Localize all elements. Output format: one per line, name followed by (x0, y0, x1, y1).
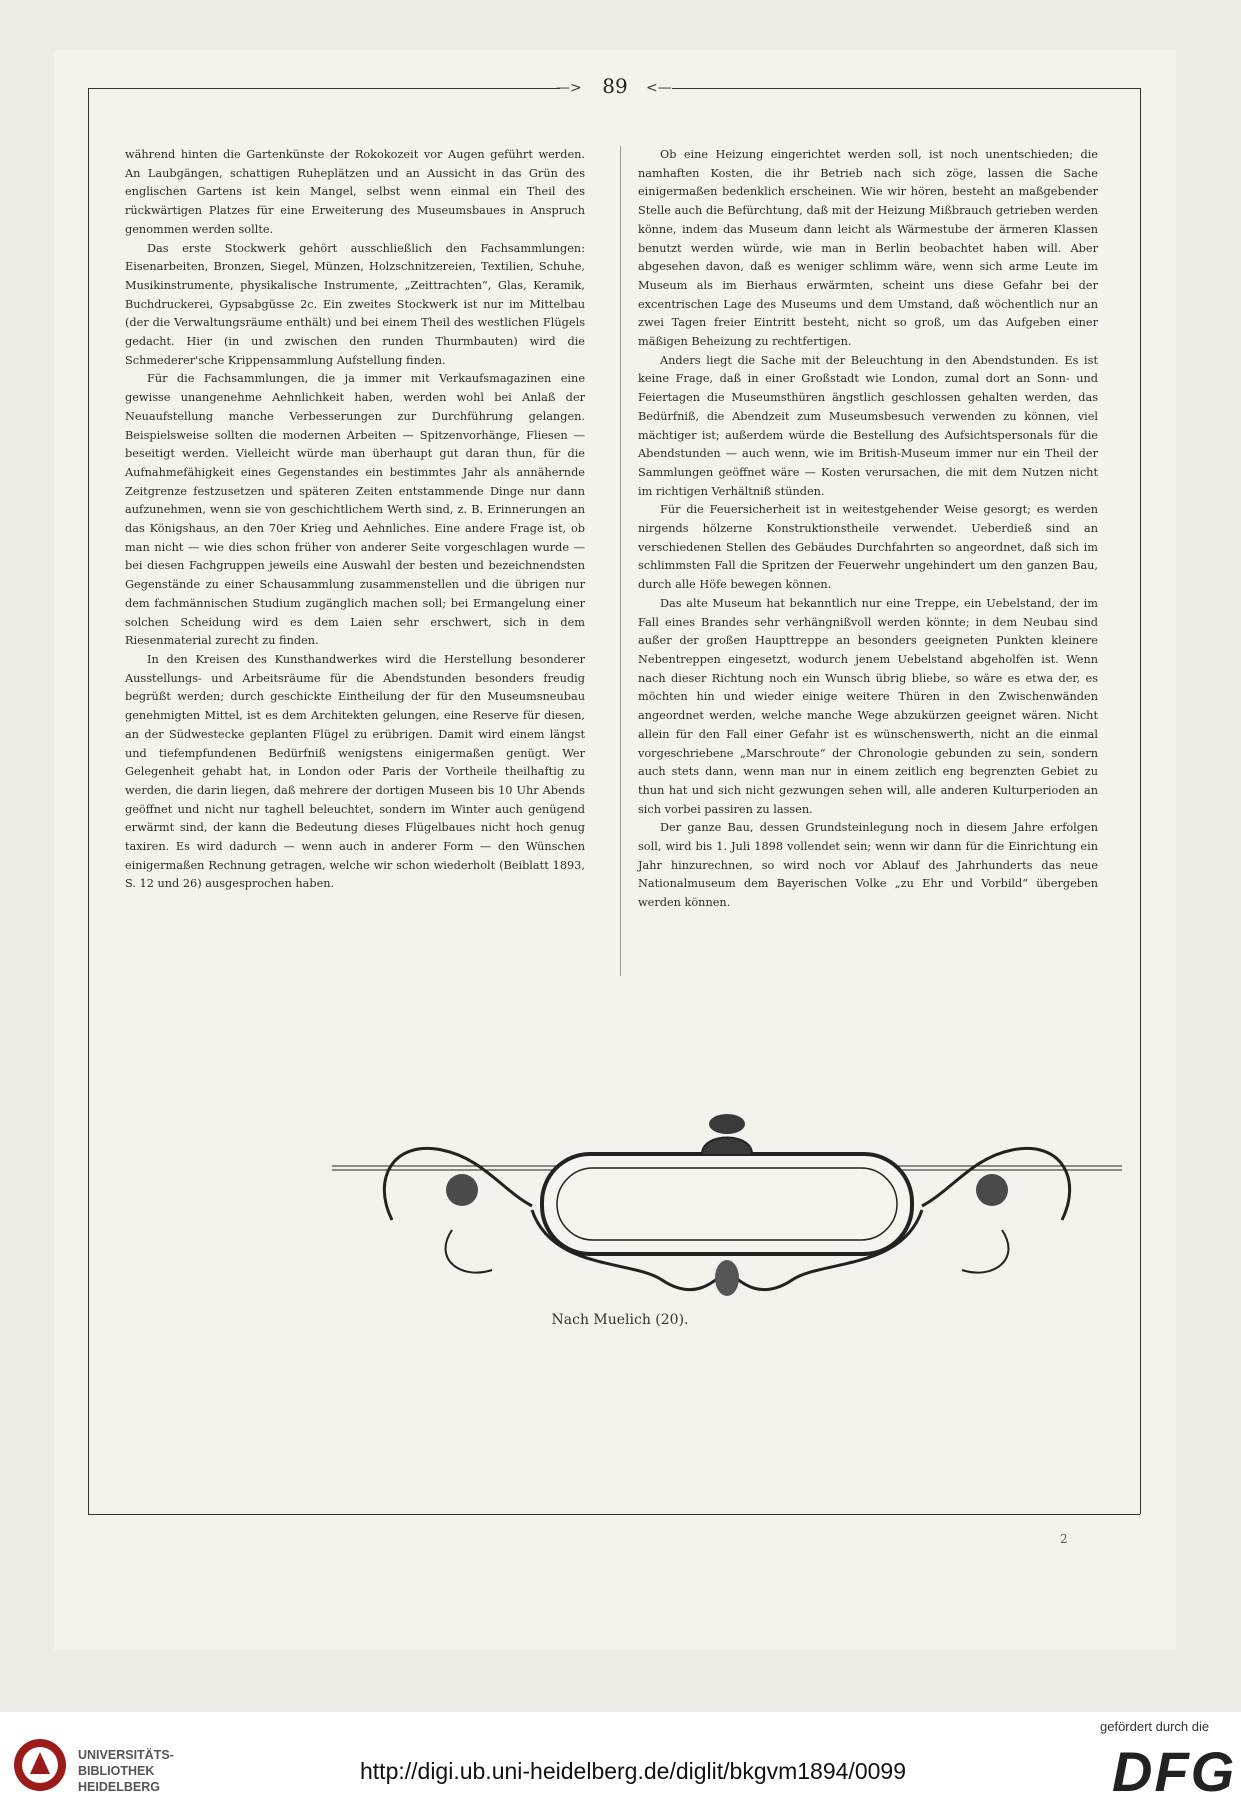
frame-line-bottom (88, 1514, 1140, 1515)
frame-line-right (1140, 88, 1141, 1514)
library-name: UNIVERSITÄTS- BIBLIOTHEK HEIDELBERG (78, 1748, 174, 1794)
sheet-mark: 2 (1060, 1532, 1068, 1546)
paragraph: Ob eine Heizung eingerichtet werden soll, ist noch unentschieden; die namhaften Kosten, die ihr Betrieb nach sich zöge, lassen die Sache einigermaßen bedenklich erscheinen. Wie wir hören, besteht an maßgebender Stelle auch die Befürchtung, daß mit der Heizung Mißbrauch getrieben werden könne, indem das Museum dann leicht als Wärmestube der ärmeren Klassen benutzt werden würde, wie man in Berlin beobachtet haben will. Aber abgesehen davon, daß es weniger schlimm wäre, wenn sich arme Leute im Museum als im Bierhaus erwärmten, scheint uns diese Gefahr bei der excentrischen Lage des Museums und dem Umstand, daß wöchentlich nur an zwei Tagen freier Eintritt besteht, nicht so groß, um das Aufgeben einer mäßigen Beheizung zu rechtfertigen. (638, 148, 1098, 349)
text-column-left (125, 146, 585, 894)
university-library-seal-icon (12, 1736, 72, 1794)
paragraph: Der ganze Bau, dessen Grundsteinlegung noch in diesem Jahre erfolgen soll, wird bis 1. Juli 1898 vollendet sein; wenn wir dann für die Einrichtung ein Jahr hinzurechnen, so wird noch vor Ablauf des Jahrhunderts das neue Nationalmuseum dem Bayerischen Volke „zu Ehr und Vorbild“ übergeben werden können. (638, 821, 1098, 910)
baroque-cartouche-icon (332, 1110, 1122, 1315)
paragraph: während hinten die Gartenkünste der Rokokozeit vor Augen geführt werden. An Laubgängen, schattigen Ruheplätzen und an Aussicht in das Grün des englischen Gartens ist kein Mangel, selbst wenn einmal ein Theil des rückwärtigen Platzes für eine Erweiterung des Museumsbaues in Anspruch genommen werden sollte. (125, 148, 585, 236)
permalink-url[interactable]: http://digi.ub.uni-heidelberg.de/diglit/bkgvm1894/0099 (360, 1758, 906, 1784)
text-column-right (638, 146, 1098, 913)
paragraph: Für die Feuersicherheit ist in weitestgehender Weise gesorgt; es werden nirgends hölzerne Konstruktionstheile verwendet. Ueberdieß sind an verschiedenen Stellen des Gebäudes Durchfahrten so angeordnet, daß sich im schlimmsten Fall die Spritzen der Feuerwehr ungehindert um den ganzen Bau, durch alle Höfe bewegen können. (638, 503, 1098, 592)
header-flourish-left-icon: —> (556, 80, 582, 96)
paragraph: In den Kreisen des Kunsthandwerkes wird die Herstellung besonderer Ausstellungs- und Arbeitsräume für die Abendstunden besonders freudig begrüßt werden; durch geschickte Eintheilung der für den Museumsneubau genehmigten Mittel, ist es dem Architekten gelungen, eine Reserve für diesen, an der Südwestecke geplanten Flügel zu erübrigen. Damit wird einem längst und tiefempfundenen Bedürfniß wenigstens einigermaßen genügt. Wer Gelegenheit gehabt hat, in London oder Paris der Vortheile theilhaftig zu werden, die darin liegen, daß mehrere der dortigen Museen bis 10 Uhr Abends geöffnet und nicht nur taghell beleuchtet, sondern im Winter auch genügend erwärmt sind, der kann die Bedeutung dieses Flügelbaues nicht hoch genug taxiren. Es wird dadurch — wenn auch in anderer Form — den Wünschen einigermaßen Rechnung getragen, welche wir schon wiederholt (Beiblatt 1893, S. 12 und 26) ausgesprochen haben. (125, 652, 585, 891)
column-divider (620, 146, 621, 976)
funding-label: gefördert durch die (1100, 1719, 1210, 1734)
paragraph: Für die Fachsammlungen, die ja immer mit Verkaufsmagazinen eine gewisse unangenehme Aehnlichkeit haben, werden wohl bei Anlaß der Neuaufstellung manche Verbesserungen zur Durchführung gelangen. Beispielsweise sollten die modernen Arbeiten — Spitzenvorhänge, Fliesen — beseitigt werden. Vielleicht würde man überhaupt gut daran thun, für die Aufnahmefähigkeit eines Gegenstandes ein bestimmtes Jahr als annähernde Zeitgrenze festzusetzen und späteren Zeiten entstammende Dinge nur dann aufzunehmen, wenn sie von geschichtlichem Werth sind, z. B. Erinnerungen an das Königshaus, an den 70er Krieg und Aehnliches. Eine andere Frage ist, ob man nicht — wie dies schon früher von anderer Seite vorgeschlagen wurde — bei diesen Fachgruppen jeweils eine Auswahl der besten und bezeichnendsten Gegenstände zu einer Schausammlung zusammenstellen und die übrigen nur dem fachmännischen Studium zugänglich machen soll; bei Ermangelung einer solchen Scheidung wird es dem Laien sehr erschwert, sich in dem Riesenmaterial zurecht zu finden. (125, 372, 585, 648)
header-flourish-right-icon: <— (646, 80, 672, 96)
figure-caption: Nach Muelich (20). (551, 1312, 689, 1328)
paragraph: Das alte Museum hat bekanntlich nur eine Treppe, ein Uebelstand, der im Fall eines Brandes sehr verhängnißvoll werden könnte; in dem Neubau sind außer der großen Haupttreppe an besonders geeigneten Punkten kleinere Nebentreppen eingesetzt, wodurch jenem Uebelstand abgeholfen ist. Wenn nach dieser Richtung noch ein Wunsch übrig bliebe, so wäre es etwa der, es möchten hin und wieder einige weitere Thüren in den Zwischenwänden angeordnet werden, welche manche Wege abzukürzen geeignet wären. Nicht allein für den Fall einer Gefahr ist es wünschenswerth, nicht an die einmal vorgeschriebene „Marschroute“ der Chronologie gebunden zu sein, sondern auch stets dann, wenn man nur in einem zeitlich eng begrenzten Gebiet zu thun hat und sich nicht gezwungen sehen will, alle anderen Kulturperioden an sich vorbei passiren zu lassen. (638, 596, 1098, 816)
page-number: 89 (602, 74, 628, 98)
frame-line-top-left (88, 88, 560, 89)
frame-line-top-right (672, 88, 1140, 89)
frame-line-left (88, 88, 89, 1514)
dfg-logo: DFG (1112, 1740, 1237, 1803)
paragraph: Das erste Stockwerk gehört ausschließlich den Fachsammlungen: Eisenarbeiten, Bronzen, Siegel, Münzen, Holzschnitzereien, Textilien, Schuhe, Musikinstrumente, physikalische Instrumente, „Zeittrachten“, Glas, Keramik, Buchdruckerei, Gypsabgüsse 2c. Ein zweites Stockwerk ist nur im Mittelbau (der die Verwaltungsräume enthält) und bei einem Theil des westlichen Flügels gedacht. Hier (in und zwischen den runden Thurmbauten) wird die Schmederer'sche Krippensammlung Aufstellung finden. (125, 241, 585, 367)
paragraph: Anders liegt die Sache mit der Beleuchtung in den Abendstunden. Es ist keine Frage, daß in einer Großstadt wie London, zumal dort an Sonn- und Feiertagen die Museumsthüren ängstlich geschlossen gehalten werden, das Bedürfniß, die Abendzeit zum Museumsbesuch verwenden zu können, viel mächtiger ist; außerdem würde die Bestellung des Aufsichtspersonals für die Abendstunden — auch wenn, wie im British-Museum immer nur ein Theil der Sammlungen geöffnet wäre — Kosten verursachen, die mit dem Nutzen nicht im richtigen Verhältniß stünden. (638, 353, 1098, 498)
